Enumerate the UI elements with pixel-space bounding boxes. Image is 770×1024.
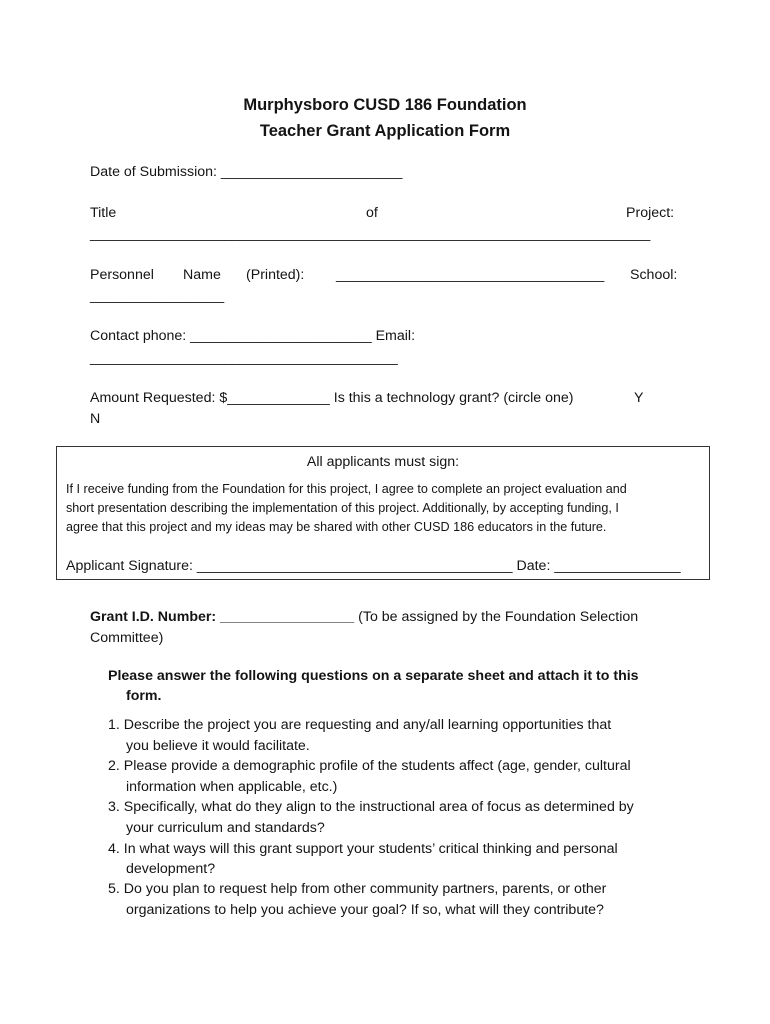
title-label-word: Title <box>90 205 117 221</box>
project-title-field[interactable]: _______________________________________________________________________ <box>90 226 651 242</box>
question-item: 5. Do you plan to request help from other community partners, parents, or other <box>108 881 607 897</box>
question-item: 2. Please provide a demographic profile of the students affect (age, gender, cultural <box>108 758 631 774</box>
question-item-continued: information when applicable, etc.) <box>126 779 338 795</box>
technology-grant-no-option[interactable]: N <box>90 411 101 427</box>
grant-id-note: (To be assigned by the Foundation Selection <box>354 609 639 625</box>
agreement-line: short presentation describing the implementation of this project. Additionally, by accepting funding, I <box>66 501 619 515</box>
school-label-word: School: <box>630 267 678 283</box>
email-field[interactable]: _______________________________________ <box>90 350 398 366</box>
technology-grant-yes-option[interactable]: Y <box>634 390 644 406</box>
question-item-continued: you believe it would facilitate. <box>126 738 310 754</box>
question-item: 1. Describe the project you are requesting and any/all learning opportunities that <box>108 717 612 733</box>
questions-instruction-continued: form. <box>126 688 162 704</box>
personnel-name-field[interactable]: __________________________________ <box>336 267 605 283</box>
amount-requested-field[interactable]: Amount Requested: $_____________ Is this a technology grant? (circle one) <box>90 390 574 406</box>
question-item: 3. Specifically, what do they align to the instructional area of focus as determined by <box>108 799 634 815</box>
grant-id-row <box>90 609 638 625</box>
form-title-line2: Teacher Grant Application Form <box>259 122 511 140</box>
of-label-word: of <box>366 205 378 221</box>
school-field[interactable]: _________________ <box>90 288 225 304</box>
signature-box-heading: All applicants must sign: <box>306 454 460 470</box>
question-item: 4. In what ways will this grant support your students’ critical thinking and personal <box>108 841 618 857</box>
printed-label-word: (Printed): <box>246 267 305 283</box>
question-item-continued: your curriculum and standards? <box>126 820 325 836</box>
personnel-label-word: Personnel <box>90 267 154 283</box>
grant-id-note-continued: Committee) <box>90 630 164 646</box>
question-item-continued: development? <box>126 861 216 877</box>
name-label-word: Name <box>183 267 221 283</box>
form-title-line1: Murphysboro CUSD 186 Foundation <box>243 96 527 114</box>
agreement-line: agree that this project and my ideas may be shared with other CUSD 186 educators in the future. <box>66 520 607 534</box>
contact-phone-field[interactable]: Contact phone: _______________________ Email: <box>90 328 416 344</box>
applicant-signature-field[interactable]: Applicant Signature: ________________________________________ Date: ________________ <box>66 558 681 574</box>
questions-instruction: Please answer the following questions on a separate sheet and attach it to this <box>108 668 639 684</box>
project-label-word: Project: <box>626 205 675 221</box>
question-item-continued: organizations to help you achieve your goal? If so, what will they contribute? <box>126 902 604 918</box>
grant-id-label: Grant I.D. Number: _________________ <box>90 609 355 625</box>
agreement-line: If I receive funding from the Foundation for this project, I agree to complete an project evaluation and <box>66 482 627 496</box>
date-of-submission-field[interactable]: Date of Submission: _______________________ <box>90 164 403 180</box>
